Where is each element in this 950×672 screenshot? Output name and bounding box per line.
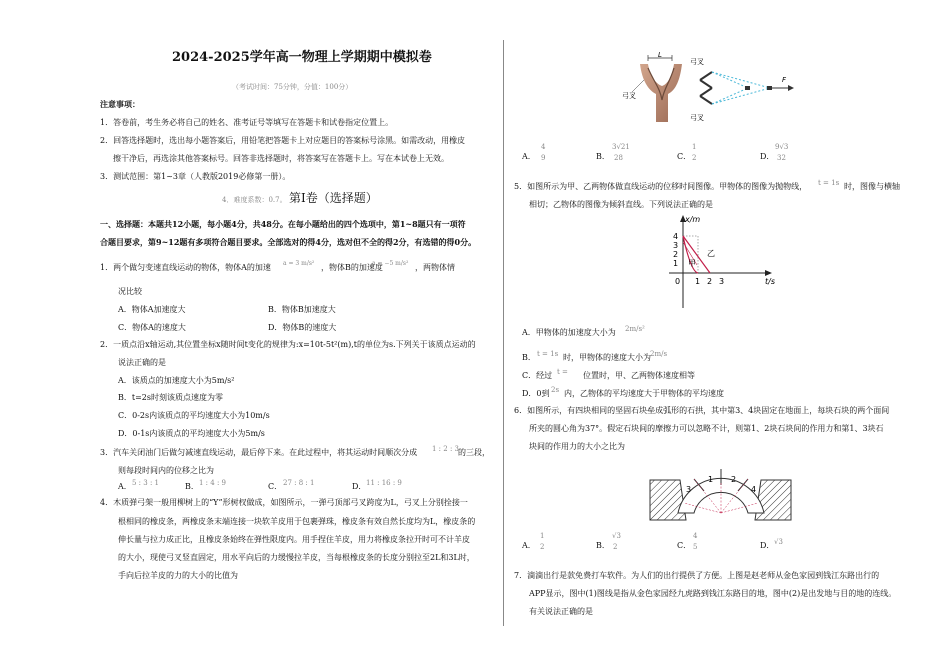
q4-line-2: 根相同的橡皮条，两橡皮条末端连接一块软羊皮用于包裹弹珠，橡皮条有效自然长度均为L，橡皮条的 [118, 517, 476, 526]
section-title: 第Ⅰ卷（选择题） [289, 191, 378, 205]
q6-stone-4: 4 [751, 485, 757, 494]
q5-xt-graph [655, 210, 780, 315]
q7-line-2: APP显示，图中(1)图线是指从金色家园经九虎路到钱江东路目的地，图中(2)是出发地与目的地的连线。 [529, 589, 897, 598]
q1-option-a: A．物体A加速度大 [118, 305, 186, 314]
q5-option-d2: 内，乙物体的平均速度大于甲物体的平均速度 [564, 389, 724, 398]
q5-x-label: t/s [765, 277, 775, 286]
q2-option-a: A．该质点的加速度大小为5m/s² [118, 376, 235, 385]
q4-option-a: A． [522, 152, 536, 161]
q4-option-b: B． [596, 152, 610, 161]
q4-option-d: D． [760, 152, 775, 161]
q3-option-b: B． [185, 482, 199, 491]
q4-fig-fork-c: 弓叉 [690, 114, 704, 122]
q5-x-tick-3: 3 [719, 277, 725, 286]
q6-stone-1: 1 [708, 475, 714, 484]
q7-line-3: 有关说法正确的是 [529, 607, 593, 616]
q2-option-c: C．0-2s内该质点的平均速度大小为10m/s [118, 411, 270, 420]
q3-stem-b: 则每段时间内的位移之比为 [118, 466, 214, 475]
q5-option-d: D．0到 [522, 389, 550, 398]
q1-option-d: D．物体B的速度大 [268, 323, 337, 332]
q6-option-c-num: 4 [693, 532, 698, 540]
q3-option-d: D． [352, 482, 367, 491]
slingshot-diagram [690, 56, 800, 122]
q5-option-c: C．经过 [522, 371, 553, 380]
q5-option-c-t: t = [557, 368, 568, 376]
q5-option-a-value: 2m/s² [625, 325, 645, 333]
q3-option-d-value: 11 : 16 : 9 [366, 479, 402, 487]
q1-stem-b: ，物体B的加速度 [321, 263, 383, 272]
q4-line-3: 伸长量与拉力成正比，且橡皮条始终在弹性限度内。用手捏住羊皮，用力将橡皮条拉开时可不计羊皮 [118, 535, 470, 544]
q3-stem-a2: 的三段， [458, 448, 490, 457]
q5-option-a: A．甲物体的加速度大小为 [522, 328, 616, 337]
q2-option-d: D．0-1s内该质点的平均速度大小为5m/s [118, 429, 265, 438]
q4-option-c-den: 2 [692, 154, 697, 162]
q6-stone-3: 3 [686, 485, 692, 494]
q6-option-c: C． [677, 541, 692, 550]
q3-option-b-value: 1 : 4 : 9 [199, 479, 226, 487]
q5-option-c2: 位置时，甲、乙两物体速度相等 [583, 371, 695, 380]
q1-stem-d: 况比较 [118, 287, 142, 296]
q4-option-d-den: 32 [777, 154, 786, 162]
q6-option-b: B． [596, 541, 610, 550]
q3-option-a: A． [118, 482, 132, 491]
q6-line-2: 所夹的圆心角为37°。假定石块间的摩擦力可以忽略不计，则第1、2块石块间的作用力和第1、3块石 [529, 424, 884, 433]
q4-option-a-num: 4 [541, 143, 546, 151]
q5-stem-b: 相切；乙物体的图像为倾斜直线。下列说法正确的是 [529, 200, 713, 209]
column-divider [503, 40, 504, 626]
q3-option-c: C． [268, 482, 283, 491]
q5-y-tick-3: 3 [673, 241, 679, 250]
q5-y-tick-4: 4 [673, 232, 679, 241]
q5-y-label: x/m [685, 215, 701, 224]
note-2-cont: 擦干净后，再选涂其他答案标号。回答非选择题时，将答案写在答题卡上。写在本试卷上无效。 [113, 154, 449, 163]
q5-option-b-value: 2m/s [650, 350, 668, 358]
q4-option-d-num: 9√3 [775, 143, 789, 151]
q4-fig-fork-a: 弓叉 [622, 92, 636, 100]
q4-fig-L: L [658, 51, 662, 59]
q5-stem-a2: 时，图像与横轴 [844, 182, 900, 191]
q1-option-b: B．物体B加速度大 [268, 305, 336, 314]
q6-option-d: D． [760, 541, 775, 550]
q1-option-c: C．物体A的速度大 [118, 323, 186, 332]
q6-stone-2: 2 [731, 475, 737, 484]
q6-option-d-num: √3 [774, 538, 783, 546]
q3-option-c-value: 27 : 8 : 1 [283, 479, 315, 487]
q6-option-b-num: √3 [612, 532, 621, 540]
q1-stem-a: 1．两个做匀变速直线运动的物体，物体A的加速 [100, 263, 271, 272]
q3-option-a-value: 5 : 3 : 1 [132, 479, 159, 487]
q3-ratio: 1 : 2 : 3 [432, 445, 459, 453]
q5-x-tick-1: 1 [695, 277, 701, 286]
q1-formula-a: a = 3 m/s² [283, 260, 315, 267]
q4-option-b-num: 3√21 [612, 143, 630, 151]
q6-stone-arch [648, 458, 793, 528]
q4-fig-fork-b: 弓叉 [690, 58, 704, 66]
q5-label-jia: 甲 [688, 259, 696, 268]
q4-option-c-num: 1 [692, 143, 697, 151]
q4-line-1: 4．木质弹弓架一般用柳树上的“Y”形树杈做成，如图所示，一弹弓顶部弓叉跨度为L，弓叉上分别拴接一 [100, 498, 468, 507]
q1-formula-b: a = −5 m/s² [372, 260, 409, 267]
q5-origin: 0 [675, 277, 681, 286]
q1-stem-c: ，两物体情 [415, 263, 455, 272]
q5-option-b-t: t = 1s [537, 350, 559, 358]
q2-stem-a: 2．一质点沿x轴运动,其位置坐标x随时间t变化的规律为:x=10t-5t²(m),t的单位为s.下列关于该质点运动的 [100, 340, 476, 349]
q5-y-tick-2: 2 [673, 250, 679, 259]
q6-option-a-num: 1 [540, 532, 545, 540]
q4-option-c: C． [677, 152, 692, 161]
note-1: 1．答卷前，考生务必将自己的姓名、准考证号等填写在答题卡和试卷指定位置上。 [100, 118, 394, 127]
q6-line-1: 6．如图所示，有四块相同的坚固石块垒成弧形的石拱，其中第3、4块固定在地面上，每块石块的两个面间 [514, 406, 890, 415]
q5-stem-t: t = 1s [818, 179, 840, 187]
q6-option-a-den: 2 [540, 543, 545, 551]
q4-option-a-den: 9 [541, 154, 546, 162]
q5-option-d-t: 2s [551, 386, 560, 394]
q7-line-1: 7．滴滴出行是款免费打车软件。为人们的出行提供了方便。上图是赵老师从金色家园到钱江东路出行的 [514, 571, 880, 580]
q5-stem-a: 5．如图所示为甲、乙两物体做直线运动的位移时间图像。甲物体的图像为抛物线， [514, 182, 808, 191]
q3-stem-a: 3．汽车关闭油门后做匀减速直线运动，最后停下来。在此过程中，将其运动时间顺次分成 [100, 448, 418, 457]
q6-option-a: A． [522, 541, 536, 550]
note-2: 2．回答选择题时，选出每小题答案后，用铅笔把答题卡上对应题目的答案标号涂黑。如需改动，用橡皮 [100, 136, 466, 145]
q4-line-4: 的大小，现使弓叉竖直固定，用水平向后的力缓慢拉羊皮，当每根橡皮条的长度分别拉至2L和3L时， [118, 553, 475, 562]
page-title: 2024-2025学年高一物理上学期期中模拟卷 [172, 50, 432, 65]
q6-option-c-den: 5 [693, 543, 698, 551]
q6-line-3: 块间的作用力的大小之比为 [529, 442, 625, 451]
note-3: 3．测试范围：第1~3章（人教版2019必修第一册）。 [100, 172, 291, 181]
section-intro-2: 合题目要求，第9~12题有多项符合题目要求。全部选对的得4分，选对但不全的得2分，有选错的得0分。 [100, 237, 477, 247]
q4-fig-F: F [782, 76, 787, 84]
q5-x-tick-2: 2 [707, 277, 713, 286]
exam-info: （考试时间：75分钟，分值：100分） [232, 83, 353, 91]
q5-y-tick-1: 1 [673, 259, 679, 268]
q2-stem-b: 说法正确的是 [118, 358, 166, 367]
q5-option-b: B． [522, 353, 536, 362]
q5-option-b2: 时，甲物体的速度大小为 [563, 353, 651, 362]
q5-label-yi: 乙 [707, 249, 715, 258]
notes-heading: 注意事项： [100, 99, 140, 109]
q4-line-5: 手向后拉羊皮的力的大小的比值为 [118, 571, 238, 580]
q6-option-b-den: 2 [613, 543, 618, 551]
q2-option-b: B．t=2s时刻该质点速度为零 [118, 393, 223, 402]
section-intro-1: 一、选择题：本题共12小题，每小题4分，共48分。在每小题给出的四个选项中，第1~8题只有一项符 [100, 219, 466, 229]
q4-option-b-den: 28 [614, 154, 623, 162]
note-4-difficulty: 4．难度系数：0.7。 [222, 196, 287, 204]
